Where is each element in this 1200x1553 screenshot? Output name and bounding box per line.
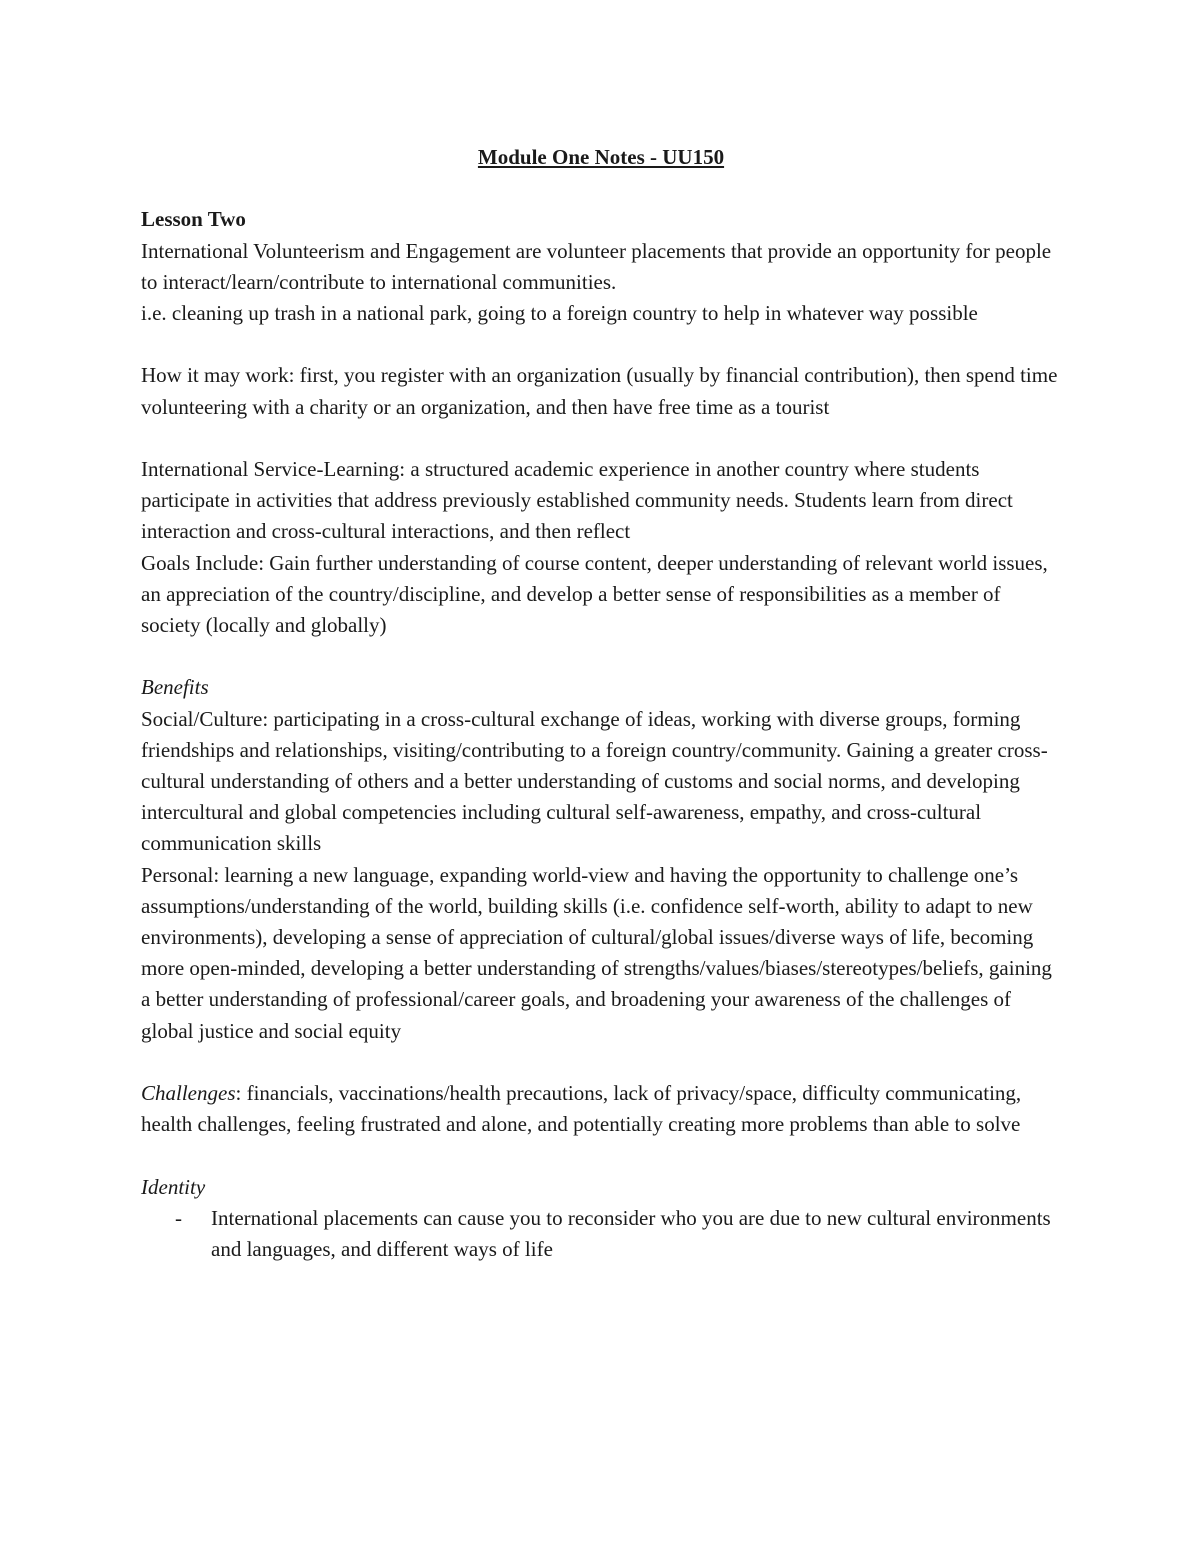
identity-heading: Identity (141, 1174, 206, 1199)
spacer (141, 423, 1061, 454)
spacer (141, 329, 1061, 360)
personal-paragraph: Personal: learning a new language, expanding world-view and having the opportunity to challenge one’s assumptions/understanding of the world, building skills (i.e. confidence self-worth, ability to adapt to new environments), developing a sense of appreciation of cultural/global issues/diverse ways of life, becoming more open-minded, developing a better understanding of strengths/values/biases/stereotypes/beliefs, gaining a better understanding of professional/career goals, and broadening your awareness of the challenges of global justice and social equity (141, 862, 1052, 1043)
challenges-text: : financials, vaccinations/health precautions, lack of privacy/space, difficulty communicating, health challenges, feeling frustrated and alone, and potentially creating more problems than able to solve (141, 1081, 1022, 1137)
lesson-heading: Lesson Two (141, 207, 246, 232)
spacer (141, 641, 1061, 672)
document-title: Module One Notes - UU150 (477, 145, 725, 169)
spacer (141, 173, 1061, 204)
identity-bullet-text: International placements can cause you to reconsider who you are due to new cultural environments and languages, and different ways of life (211, 1205, 1051, 1261)
intro-example: i.e. cleaning up trash in a national park, going to a foreign country to help in whatever way possible (141, 300, 978, 325)
social-culture-paragraph: Social/Culture: participating in a cross-cultural exchange of ideas, working with diverse groups, forming friendships and relationships, visiting/contributing to a foreign country/community. Gaining a greater cross-cultural understanding of others and a better understanding of customs and social norms, and developing intercultural and global competencies including cultural self-awareness, empathy, and cross-cultural communication skills (141, 706, 1048, 856)
spacer (141, 1047, 1061, 1078)
goals-paragraph: Goals Include: Gain further understanding of course content, deeper understanding of relevant world issues, an appreciation of the country/discipline, and develop a better sense of responsibilities as a member of society (locally and globally) (141, 550, 1048, 637)
intro-definition: International Volunteerism and Engagement are volunteer placements that provide an opportunity for people to interact/learn/contribute to international communities. (141, 238, 1052, 294)
identity-bullet-item (141, 1203, 1061, 1265)
challenges-label: Challenges (141, 1081, 236, 1105)
how-it-works-paragraph: How it may work: first, you register with an organization (usually by financial contribution), then spend time volunteering with a charity or an organization, and then have free time as a tourist (141, 363, 1058, 419)
challenges-paragraph (141, 1078, 1061, 1140)
benefits-heading: Benefits (141, 675, 209, 700)
bullet-dash: - (175, 1205, 182, 1230)
document-body (141, 142, 1061, 1265)
spacer (141, 1140, 1061, 1171)
service-learning-paragraph: International Service-Learning: a structured academic experience in another country where students participate in activities that address previously established community needs. Students learn from direct interaction and cross-cultural interactions, and then reflect (141, 456, 1013, 544)
